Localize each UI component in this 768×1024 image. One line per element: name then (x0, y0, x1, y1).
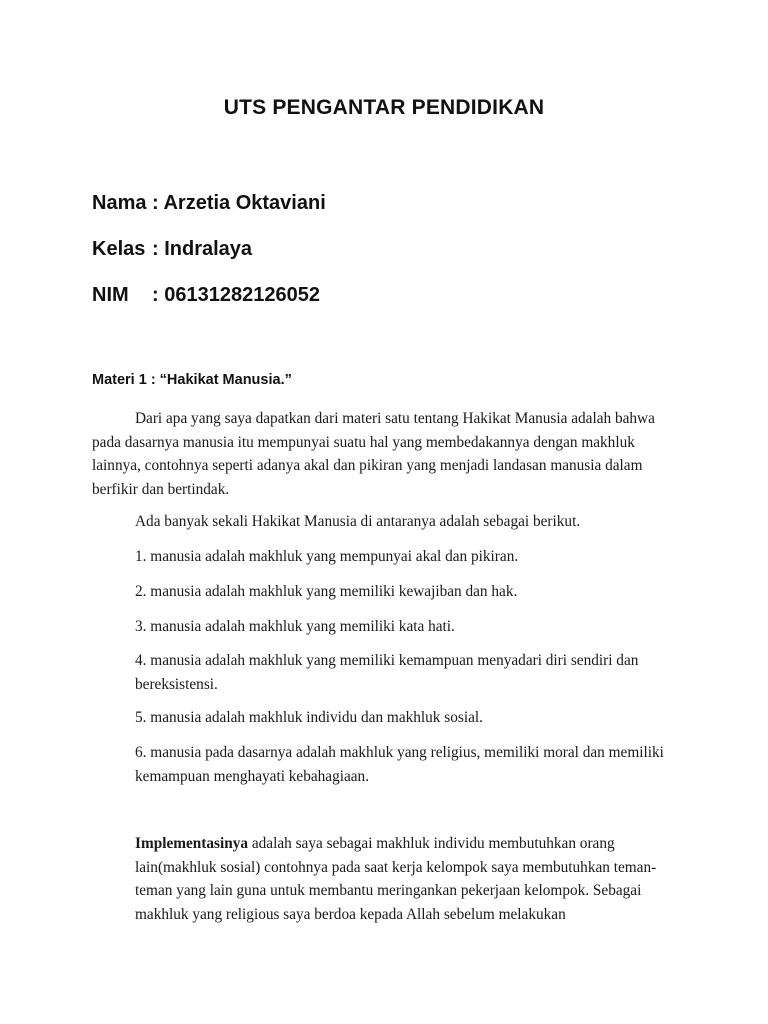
intro-paragraph: Dari apa yang saya dapatkan dari materi satu tentang Hakikat Manusia adalah bahwa pada dasarnya manusia itu mempunyai suatu hal yang membedakannya dengan makhluk lainnya, contohnya seperti adanya akal dan pikiran yang menjadi landasan manusia dalam berfikir dan bertindak. (92, 410, 655, 498)
info-row-nim (92, 284, 320, 307)
list-item: 4. manusia adalah makhluk yang memiliki kemampuan menyadari diri sendiri dan bereksistensi. (135, 652, 639, 693)
info-value: : Indralaya (152, 238, 253, 260)
info-label: Kelas (92, 238, 146, 260)
info-label: NIM (92, 284, 129, 306)
list-item: 2. manusia adalah makhluk yang memiliki kewajiban dan hak. (135, 583, 518, 600)
info-value: : 06131282126052 (152, 284, 320, 306)
list-item: 1. manusia adalah makhluk yang mempunyai akal dan pikiran. (135, 548, 519, 565)
list-intro: Ada banyak sekali Hakikat Manusia di antaranya adalah sebagai berikut. (135, 513, 581, 530)
list-item: 6. manusia pada dasarnya adalah makhluk yang religius, memiliki moral dan memiliki kemampuan menghayati kebahagiaan. (135, 744, 664, 785)
implementation-text: adalah saya sebagai makhluk individu membutuhkan orang lain(makhluk sosial) contohnya pada saat kerja kelompok saya membutuhkan teman-teman yang lain guna untuk membantu meringankan pekerjaan kelompok. Sebagai makhluk yang religious saya berdoa kepada Allah sebelum melakukan (135, 835, 657, 923)
document-title: UTS PENGANTAR PENDIDIKAN (223, 96, 545, 119)
implementation-paragraph (135, 832, 680, 926)
list-item: 5. manusia adalah makhluk individu dan makhluk sosial. (135, 709, 483, 726)
info-label: Nama (92, 192, 147, 214)
section-heading: Materi 1 : “Hakikat Manusia.” (92, 372, 292, 388)
list-item: 3. manusia adalah makhluk yang memiliki kata hati. (135, 618, 455, 635)
info-value: : Arzetia Oktaviani (152, 192, 326, 214)
implementation-lead: Implementasinya (135, 835, 249, 852)
info-row-kelas (92, 238, 252, 261)
info-row-nama (92, 192, 326, 215)
